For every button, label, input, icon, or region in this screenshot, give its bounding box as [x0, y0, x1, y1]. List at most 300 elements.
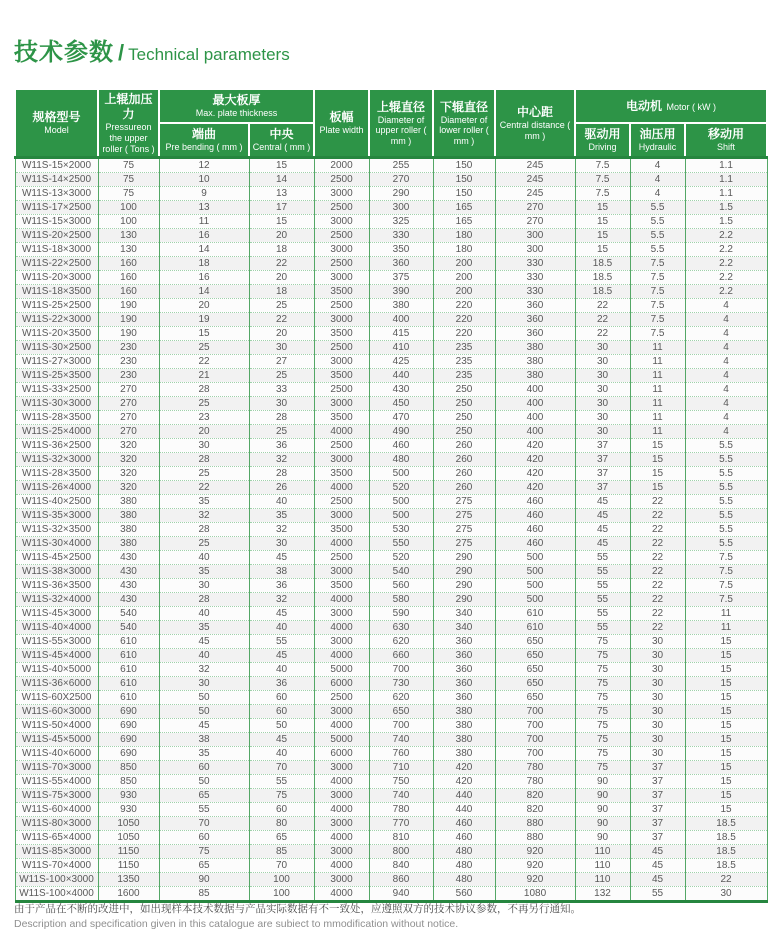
value-cell: 180: [433, 243, 495, 257]
model-cell: W11S-100×4000: [15, 887, 98, 902]
value-cell: 460: [433, 831, 495, 845]
col-header-motor-zh: 电动机: [626, 99, 663, 114]
value-cell: 270: [495, 201, 575, 215]
value-cell: 540: [369, 565, 433, 579]
value-cell: 160: [98, 257, 159, 271]
value-cell: 3000: [314, 873, 369, 887]
value-cell: 65: [159, 859, 249, 873]
value-cell: 4: [685, 397, 767, 411]
value-cell: 220: [433, 327, 495, 341]
table-row: [15, 635, 767, 649]
value-cell: 55: [249, 775, 314, 789]
value-cell: 22: [249, 313, 314, 327]
value-cell: 25: [249, 299, 314, 313]
value-cell: 860: [369, 873, 433, 887]
value-cell: 360: [495, 313, 575, 327]
value-cell: 380: [98, 509, 159, 523]
value-cell: 32: [249, 523, 314, 537]
value-cell: 16: [159, 229, 249, 243]
value-cell: 390: [369, 285, 433, 299]
value-cell: 14: [249, 173, 314, 187]
value-cell: 290: [369, 187, 433, 201]
value-cell: 22: [575, 313, 630, 327]
col-header-central-distance: [495, 89, 575, 158]
model-cell: W11S-20×3000: [15, 271, 98, 285]
value-cell: 300: [495, 243, 575, 257]
value-cell: 690: [98, 733, 159, 747]
footer-note-en: Description and specification given in this catalogue are subiect to mmodification without notice.: [14, 918, 459, 930]
value-cell: 15: [685, 775, 767, 789]
value-cell: 2500: [314, 257, 369, 271]
value-cell: 30: [575, 397, 630, 411]
table-row: [15, 593, 767, 607]
value-cell: 620: [369, 635, 433, 649]
value-cell: 30: [575, 383, 630, 397]
value-cell: 235: [433, 341, 495, 355]
value-cell: 18: [159, 257, 249, 271]
value-cell: 400: [495, 383, 575, 397]
table-body: [15, 158, 767, 902]
table-row: [15, 523, 767, 537]
value-cell: 380: [98, 495, 159, 509]
value-cell: 5.5: [685, 537, 767, 551]
value-cell: 245: [495, 187, 575, 201]
value-cell: 590: [369, 607, 433, 621]
value-cell: 490: [369, 425, 433, 439]
value-cell: 3500: [314, 327, 369, 341]
value-cell: 360: [433, 677, 495, 691]
value-cell: 35: [159, 495, 249, 509]
value-cell: 4000: [314, 887, 369, 902]
value-cell: 22: [630, 495, 685, 509]
value-cell: 2500: [314, 383, 369, 397]
value-cell: 930: [98, 803, 159, 817]
model-cell: W11S-22×2500: [15, 257, 98, 271]
value-cell: 3000: [314, 509, 369, 523]
value-cell: 28: [159, 523, 249, 537]
value-cell: 37: [630, 789, 685, 803]
value-cell: 12: [159, 158, 249, 173]
value-cell: 60: [159, 831, 249, 845]
value-cell: 2.2: [685, 229, 767, 243]
value-cell: 38: [159, 733, 249, 747]
table-row: [15, 733, 767, 747]
value-cell: 45: [575, 537, 630, 551]
table-row: [15, 285, 767, 299]
value-cell: 11: [630, 355, 685, 369]
model-cell: W11S-30×4000: [15, 537, 98, 551]
value-cell: 3000: [314, 635, 369, 649]
value-cell: 1.5: [685, 201, 767, 215]
value-cell: 75: [575, 635, 630, 649]
value-cell: 180: [433, 229, 495, 243]
value-cell: 22: [159, 355, 249, 369]
value-cell: 25: [159, 467, 249, 481]
value-cell: 820: [495, 789, 575, 803]
col-header-pressure: [98, 89, 159, 158]
col-header-shift-zh: 移动用: [708, 127, 745, 142]
value-cell: 55: [575, 593, 630, 607]
value-cell: 20: [159, 299, 249, 313]
value-cell: 26: [249, 481, 314, 495]
col-header-plate-width-zh: 板幅: [329, 110, 354, 125]
model-cell: W11S-22×3000: [15, 313, 98, 327]
value-cell: 30: [630, 677, 685, 691]
value-cell: 5.5: [630, 201, 685, 215]
value-cell: 11: [630, 341, 685, 355]
value-cell: 610: [495, 607, 575, 621]
value-cell: 1.1: [685, 173, 767, 187]
col-header-motor: [575, 89, 767, 123]
table-row: [15, 299, 767, 313]
value-cell: 22: [630, 579, 685, 593]
col-header-upper-roller-en: Diameter of upper roller ( mm ): [375, 114, 427, 147]
col-header-driving-en: Driving: [588, 142, 617, 153]
value-cell: 18.5: [575, 257, 630, 271]
value-cell: 36: [249, 579, 314, 593]
model-cell: W11S-18×3000: [15, 243, 98, 257]
table-row: [15, 677, 767, 691]
value-cell: 425: [369, 355, 433, 369]
footer-note-zh: 由于产品在不断的改进中，如出现样本技术数据与产品实际数据有不一致处，应遵照双方的技术协议参数，不再另行通知。: [14, 903, 581, 915]
value-cell: 4000: [314, 803, 369, 817]
value-cell: 7.5: [575, 158, 630, 173]
model-cell: W11S-25×3500: [15, 369, 98, 383]
table-row: [15, 761, 767, 775]
value-cell: 230: [98, 369, 159, 383]
value-cell: 520: [369, 551, 433, 565]
table-row: [15, 271, 767, 285]
value-cell: 22: [575, 327, 630, 341]
value-cell: 15: [685, 747, 767, 761]
value-cell: 160: [98, 271, 159, 285]
value-cell: 37: [630, 817, 685, 831]
value-cell: 7.5: [685, 593, 767, 607]
value-cell: 55: [575, 565, 630, 579]
value-cell: 4000: [314, 621, 369, 635]
value-cell: 430: [98, 579, 159, 593]
value-cell: 32: [249, 593, 314, 607]
table-row: [15, 607, 767, 621]
model-cell: W11S-30×2500: [15, 341, 98, 355]
model-cell: W11S-60X2500: [15, 691, 98, 705]
col-header-max-thickness-en: Max. plate thickness: [195, 108, 278, 119]
value-cell: 17: [249, 201, 314, 215]
table-row: [15, 439, 767, 453]
col-header-hydraulic-zh: 油压用: [639, 127, 676, 142]
model-cell: W11S-75×3000: [15, 789, 98, 803]
value-cell: 275: [433, 523, 495, 537]
value-cell: 460: [495, 537, 575, 551]
value-cell: 7.5: [575, 187, 630, 201]
value-cell: 15: [575, 201, 630, 215]
table-row: [15, 481, 767, 495]
value-cell: 45: [575, 495, 630, 509]
value-cell: 420: [495, 467, 575, 481]
value-cell: 2500: [314, 691, 369, 705]
value-cell: 320: [98, 453, 159, 467]
value-cell: 22: [159, 481, 249, 495]
value-cell: 75: [575, 691, 630, 705]
value-cell: 150: [433, 158, 495, 173]
value-cell: 37: [630, 775, 685, 789]
value-cell: 700: [369, 663, 433, 677]
value-cell: 470: [369, 411, 433, 425]
value-cell: 55: [249, 635, 314, 649]
value-cell: 50: [159, 691, 249, 705]
value-cell: 160: [98, 285, 159, 299]
value-cell: 4000: [314, 425, 369, 439]
value-cell: 75: [98, 173, 159, 187]
table-row: [15, 355, 767, 369]
value-cell: 90: [575, 775, 630, 789]
value-cell: 2500: [314, 551, 369, 565]
value-cell: 270: [98, 397, 159, 411]
value-cell: 55: [575, 579, 630, 593]
col-header-plate-width: [314, 89, 369, 158]
value-cell: 165: [433, 201, 495, 215]
value-cell: 14: [159, 243, 249, 257]
value-cell: 4000: [314, 593, 369, 607]
value-cell: 15: [685, 663, 767, 677]
value-cell: 18.5: [685, 831, 767, 845]
value-cell: 5.5: [685, 467, 767, 481]
value-cell: 25: [249, 425, 314, 439]
value-cell: 200: [433, 285, 495, 299]
value-cell: 80: [249, 817, 314, 831]
value-cell: 15: [575, 215, 630, 229]
value-cell: 330: [495, 257, 575, 271]
table-row: [15, 663, 767, 677]
value-cell: 55: [575, 621, 630, 635]
table-row: [15, 411, 767, 425]
value-cell: 700: [495, 747, 575, 761]
value-cell: 4: [685, 341, 767, 355]
value-cell: 2500: [314, 439, 369, 453]
value-cell: 27: [249, 355, 314, 369]
value-cell: 420: [433, 775, 495, 789]
value-cell: 11: [159, 215, 249, 229]
table-row: [15, 257, 767, 271]
value-cell: 38: [249, 565, 314, 579]
value-cell: 15: [685, 719, 767, 733]
value-cell: 230: [98, 341, 159, 355]
col-header-pre-bending-en: Pre bending ( mm ): [165, 142, 243, 153]
col-header-shift-en: Shift: [717, 142, 736, 153]
value-cell: 540: [98, 607, 159, 621]
value-cell: 15: [685, 691, 767, 705]
value-cell: 700: [495, 719, 575, 733]
table-row: [15, 313, 767, 327]
model-cell: W11S-50×4000: [15, 719, 98, 733]
model-cell: W11S-36×6000: [15, 677, 98, 691]
value-cell: 65: [159, 789, 249, 803]
value-cell: 15: [159, 327, 249, 341]
value-cell: 7.5: [630, 257, 685, 271]
value-cell: 20: [249, 327, 314, 341]
value-cell: 75: [575, 733, 630, 747]
value-cell: 260: [433, 453, 495, 467]
value-cell: 36: [249, 677, 314, 691]
model-cell: W11S-65×4000: [15, 831, 98, 845]
value-cell: 3000: [314, 313, 369, 327]
value-cell: 4: [685, 299, 767, 313]
value-cell: 13: [249, 187, 314, 201]
model-cell: W11S-28×3500: [15, 411, 98, 425]
value-cell: 460: [495, 523, 575, 537]
value-cell: 90: [575, 817, 630, 831]
value-cell: 30: [630, 719, 685, 733]
value-cell: 440: [433, 803, 495, 817]
table-row: [15, 719, 767, 733]
value-cell: 220: [433, 313, 495, 327]
table-row: [15, 747, 767, 761]
value-cell: 18: [249, 243, 314, 257]
value-cell: 450: [369, 397, 433, 411]
value-cell: 15: [630, 453, 685, 467]
value-cell: 400: [495, 397, 575, 411]
value-cell: 75: [249, 789, 314, 803]
value-cell: 380: [433, 733, 495, 747]
table-row: [15, 215, 767, 229]
value-cell: 25: [249, 369, 314, 383]
model-cell: W11S-45×2500: [15, 551, 98, 565]
value-cell: 18.5: [575, 285, 630, 299]
value-cell: 5000: [314, 733, 369, 747]
value-cell: 320: [98, 481, 159, 495]
value-cell: 2500: [314, 173, 369, 187]
value-cell: 3000: [314, 565, 369, 579]
value-cell: 630: [369, 621, 433, 635]
value-cell: 430: [98, 593, 159, 607]
value-cell: 300: [495, 229, 575, 243]
value-cell: 15: [685, 733, 767, 747]
value-cell: 500: [495, 579, 575, 593]
value-cell: 7.5: [630, 285, 685, 299]
model-cell: W11S-38×3000: [15, 565, 98, 579]
footer-notes: [14, 902, 766, 932]
page-title-en: Technical parameters: [128, 45, 290, 64]
value-cell: 4000: [314, 859, 369, 873]
value-cell: 400: [495, 425, 575, 439]
value-cell: 410: [369, 341, 433, 355]
model-cell: W11S-80×3000: [15, 817, 98, 831]
value-cell: 780: [495, 761, 575, 775]
value-cell: 3000: [314, 845, 369, 859]
value-cell: 850: [98, 775, 159, 789]
value-cell: 5.5: [685, 523, 767, 537]
value-cell: 30: [575, 425, 630, 439]
value-cell: 15: [685, 705, 767, 719]
value-cell: 235: [433, 369, 495, 383]
value-cell: 150: [433, 173, 495, 187]
table-row: [15, 243, 767, 257]
col-header-hydraulic-en: Hydraulic: [638, 142, 677, 153]
value-cell: 340: [433, 607, 495, 621]
value-cell: 3000: [314, 243, 369, 257]
value-cell: 7.5: [575, 173, 630, 187]
table-row: [15, 383, 767, 397]
value-cell: 60: [249, 705, 314, 719]
value-cell: 500: [369, 509, 433, 523]
value-cell: 4000: [314, 649, 369, 663]
value-cell: 3000: [314, 271, 369, 285]
value-cell: 30: [630, 705, 685, 719]
value-cell: 40: [159, 607, 249, 621]
table-row: [15, 425, 767, 439]
model-cell: W11S-28×3500: [15, 467, 98, 481]
value-cell: 340: [433, 621, 495, 635]
value-cell: 18.5: [685, 817, 767, 831]
value-cell: 460: [495, 509, 575, 523]
value-cell: 940: [369, 887, 433, 902]
value-cell: 75: [575, 761, 630, 775]
value-cell: 3500: [314, 285, 369, 299]
table-row: [15, 327, 767, 341]
value-cell: 90: [159, 873, 249, 887]
value-cell: 4000: [314, 537, 369, 551]
table-row: [15, 369, 767, 383]
value-cell: 7.5: [630, 299, 685, 313]
value-cell: 2500: [314, 201, 369, 215]
value-cell: 21: [159, 369, 249, 383]
value-cell: 4: [685, 327, 767, 341]
value-cell: 1050: [98, 831, 159, 845]
value-cell: 28: [159, 453, 249, 467]
value-cell: 110: [575, 845, 630, 859]
value-cell: 45: [630, 873, 685, 887]
value-cell: 55: [159, 803, 249, 817]
value-cell: 30: [159, 579, 249, 593]
value-cell: 325: [369, 215, 433, 229]
value-cell: 35: [249, 509, 314, 523]
value-cell: 500: [495, 551, 575, 565]
value-cell: 380: [433, 719, 495, 733]
value-cell: 11: [685, 621, 767, 635]
value-cell: 3000: [314, 215, 369, 229]
table-row: [15, 579, 767, 593]
value-cell: 55: [575, 551, 630, 565]
model-cell: W11S-40×4000: [15, 621, 98, 635]
value-cell: 15: [575, 243, 630, 257]
value-cell: 580: [369, 593, 433, 607]
value-cell: 750: [369, 775, 433, 789]
value-cell: 6000: [314, 677, 369, 691]
value-cell: 380: [495, 355, 575, 369]
value-cell: 30: [630, 691, 685, 705]
table-row: [15, 817, 767, 831]
page-title-zh: 技术参数: [14, 39, 114, 66]
value-cell: 400: [369, 313, 433, 327]
value-cell: 70: [249, 761, 314, 775]
value-cell: 11: [630, 425, 685, 439]
value-cell: 330: [369, 229, 433, 243]
col-header-lower-roller-zh: 下辊直径: [440, 99, 489, 114]
value-cell: 70: [159, 817, 249, 831]
value-cell: 650: [495, 677, 575, 691]
value-cell: 22: [630, 523, 685, 537]
value-cell: 130: [98, 229, 159, 243]
value-cell: 15: [685, 649, 767, 663]
col-header-pressure-zh: 上辊加压力: [104, 92, 153, 121]
value-cell: 5.5: [685, 439, 767, 453]
value-cell: 40: [249, 747, 314, 761]
value-cell: 20: [159, 425, 249, 439]
value-cell: 45: [575, 509, 630, 523]
value-cell: 290: [433, 593, 495, 607]
value-cell: 260: [433, 481, 495, 495]
value-cell: 2500: [314, 495, 369, 509]
